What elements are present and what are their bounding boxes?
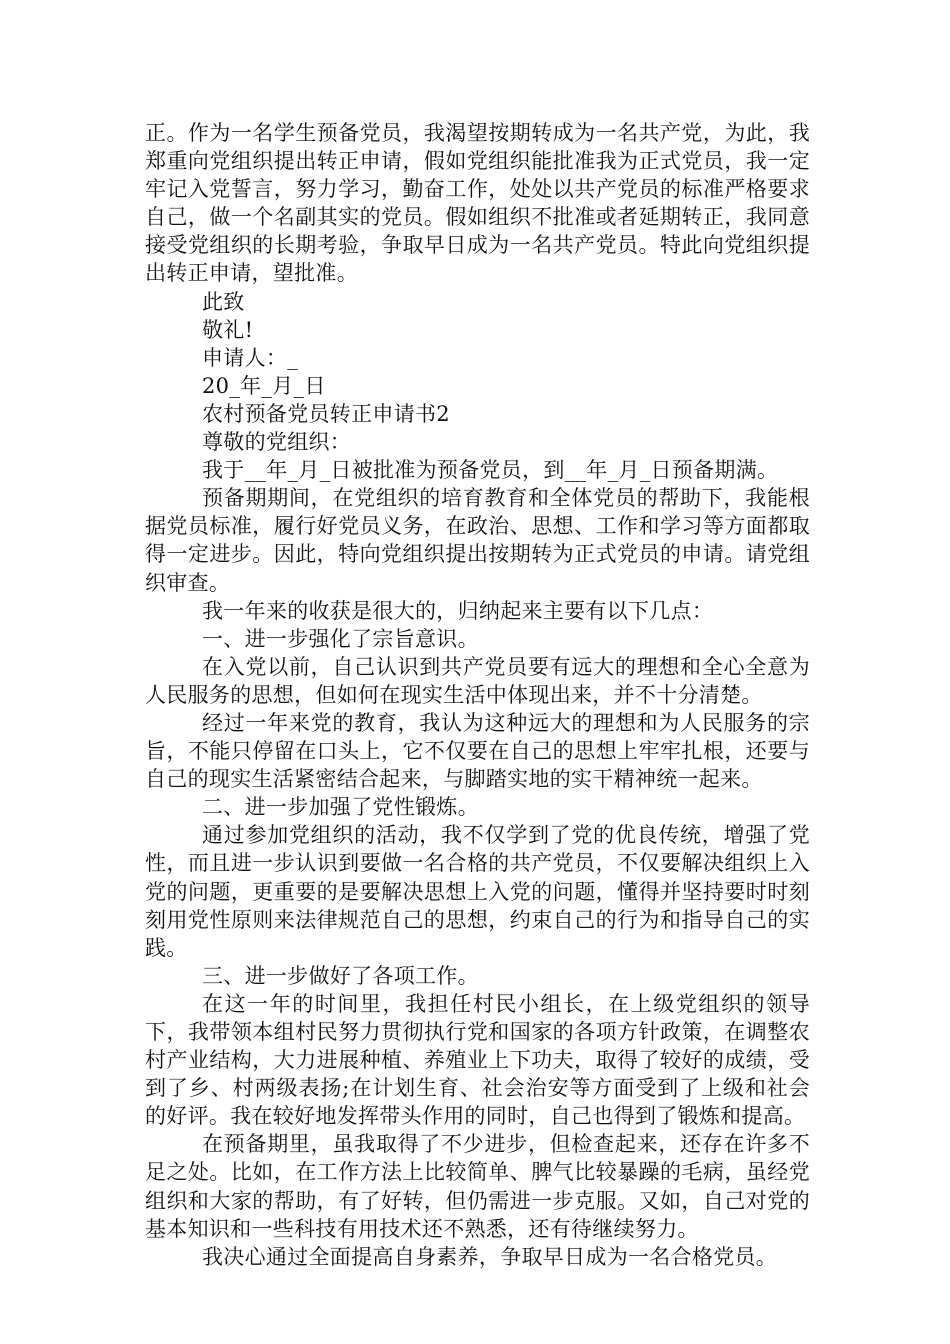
paragraph: 正。作为一名学生预备党员，我渴望按期转成为一名共产党，为此，我郑重向党组织提出转正申请，假如党组织能批准我为正式党员，我一定牢记入党誓言，努力学习，勤奋工作，处处以共产党员的标准严格要求自己，做一个名副其实的党员。假如组织不批准或者延期转正，我同意接受党组织的长期考验，争取早日成为一名共产党员。特此向党组织提出转正申请，望批准。 bbox=[145, 121, 810, 286]
applicant-line: 申请人：_ bbox=[202, 345, 298, 370]
closing-salutation: 此致 bbox=[202, 289, 245, 314]
closing-respect: 敬礼! bbox=[202, 317, 254, 342]
point-heading: 二、进一步加强了党性锻炼。 bbox=[202, 795, 479, 820]
paragraph: 在入党以前，自己认识到共产党员要有远大的理想和全心全意为人民服务的思想，但如何在现实生活中体现出来，并不十分清楚。 bbox=[145, 654, 810, 707]
date-line: 20_年_月_日 bbox=[202, 373, 326, 398]
point-heading: 一、进一步强化了宗旨意识。 bbox=[202, 626, 479, 651]
paragraph: 在预备期里，虽我取得了不少进步，但检查起来，还存在许多不足之处。比如，在工作方法上比较简单、脾气比较暴躁的毛病，虽经党组织和大家的帮助，有了好转，但仍需进一步克服。又如，自己对党的基本知识和一些科技有用技术还不熟悉，还有待继续努力。 bbox=[145, 1132, 810, 1241]
point-heading: 三、进一步做好了各项工作。 bbox=[202, 963, 479, 988]
paragraph: 通过参加党组织的活动，我不仅学到了党的优良传统，增强了党性，而且进一步认识到要做一名合格的共产党员，不仅要解决组织上入党的问题，更重要的是要解决思想上入党的问题，懂得并坚持要时时刻刻用党性原则来法律规范自己的思想，约束自己的行为和指导自己的实践。 bbox=[145, 823, 810, 960]
paragraph: 预备期期间，在党组织的培育教育和全体党员的帮助下，我能根据党员标准，履行好党员义务，在政治、思想、工作和学习等方面都取得一定进步。因此，特向党组织提出按期转为正式党员的申请。请党组织审查。 bbox=[145, 486, 810, 595]
paragraph: 我决心通过全面提高自身素养，争取早日成为一名合格党员。 bbox=[202, 1244, 778, 1269]
paragraph: 我于__年_月_日被批准为预备党员，到__年_月_日预备期满。 bbox=[202, 458, 779, 483]
section-title: 农村预备党员转正申请书2 bbox=[202, 401, 450, 426]
salutation: 尊敬的党组织： bbox=[202, 430, 352, 455]
paragraph: 我一年来的收获是很大的，归纳起来主要有以下几点： bbox=[202, 598, 714, 623]
paragraph: 经过一年来党的教育，我认为这种远大的理想和为人民服务的宗旨，不能只停留在口头上，它不仅要在自己的思想上牢牢扎根，还要与自己的现实生活紧密结合起来，与脚踏实地的实干精神统一起来。 bbox=[145, 710, 810, 792]
paragraph: 在这一年的时间里，我担任村民小组长，在上级党组织的领导下，我带领本组村民努力贯彻执行党和国家的各项方针政策，在调整农村产业结构，大力进展种植、养殖业上下功夫，取得了较好的成绩，受到了乡、村两级表扬;在计划生育、社会治安等方面受到了上级和社会的好评。我在较好地发挥带头作用的同时，自己也得到了锻炼和提高。 bbox=[145, 991, 810, 1129]
document-body bbox=[145, 119, 810, 1271]
